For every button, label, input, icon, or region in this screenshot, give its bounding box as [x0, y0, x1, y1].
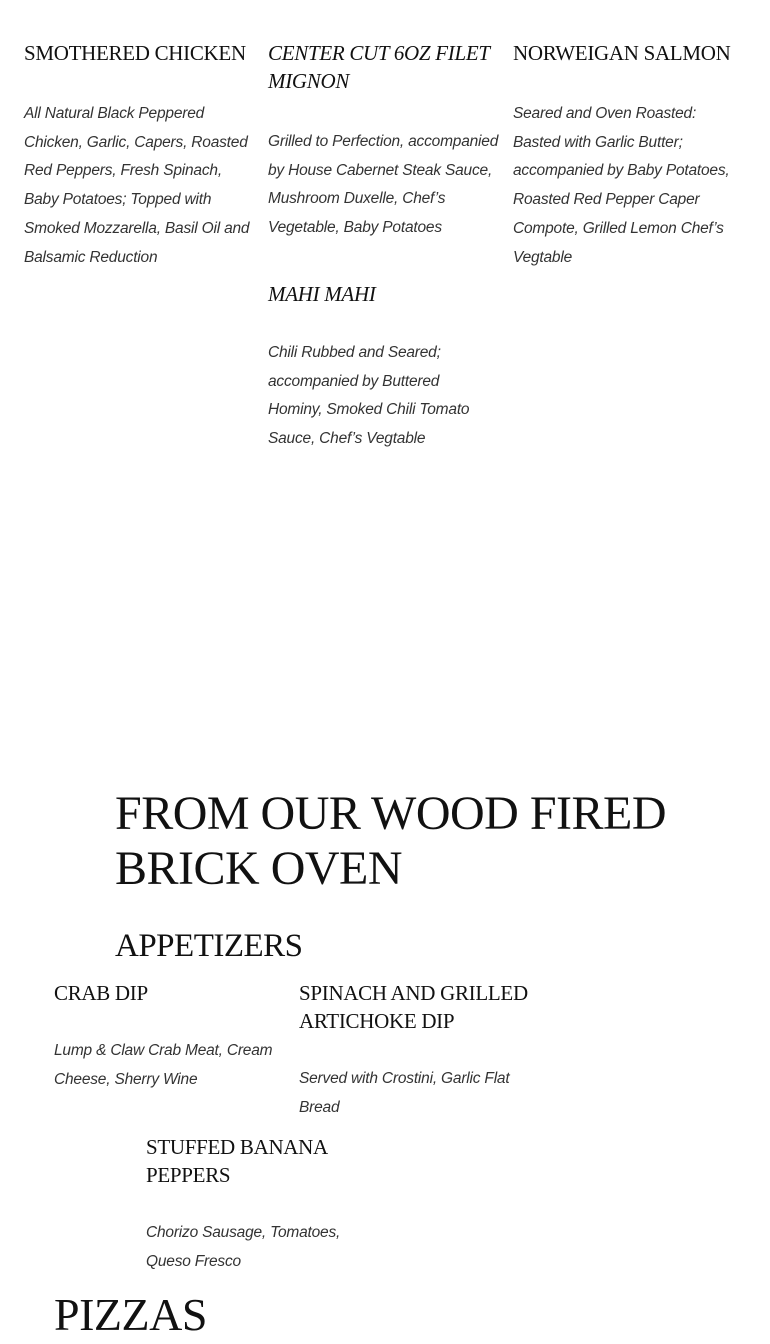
section-heading-wood-fired-oven: FROM OUR WOOD FIRED BRICK OVEN	[115, 787, 667, 895]
menu-item-title: MAHI MAHI	[268, 282, 376, 306]
menu-item-description: Chorizo Sausage, Tomatoes, Queso Fresco	[146, 1224, 341, 1270]
menu-item-title: CRAB DIP	[54, 981, 148, 1005]
menu-item-description: Seared and Oven Roasted: Basted with Garlic Butter; accompanied by Baby Potatoes, Roasted Red Pepper Caper Compote, Grilled Lemon Chef’s Vegtable	[513, 105, 730, 266]
menu-item-description: Chili Rubbed and Seared; accompanied by Buttered Hominy, Smoked Chili Tomato Sauce, Chef’s Vegtable	[268, 344, 470, 448]
menu-item-title: CENTER CUT 6OZ FILET MIGNON	[268, 41, 490, 93]
menu-item-filet-mignon	[268, 39, 504, 243]
menu-item-title: STUFFED BANANA PEPPERS	[146, 1135, 327, 1187]
menu-item-stuffed-banana-peppers	[146, 1133, 356, 1276]
menu-item-description: All Natural Black Peppered Chicken, Garlic, Capers, Roasted Red Peppers, Fresh Spinach, Baby Potatoes; Topped with Smoked Mozzarella, Basil Oil and Balsamic Reduction	[24, 105, 250, 266]
section-heading-appetizers: APPETIZERS	[115, 928, 303, 964]
menu-item-title: NORWEIGAN SALMON	[513, 41, 731, 65]
menu-item-description: Lump & Claw Crab Meat, Cream Cheese, Sherry Wine	[54, 1042, 273, 1088]
menu-item-mahi-mahi	[268, 280, 488, 454]
menu-item-description: Served with Crostini, Garlic Flat Bread	[299, 1070, 510, 1116]
section-heading-pizzas: PIZZAS	[54, 1289, 207, 1340]
menu-item-description: Grilled to Perfection, accompanied by House Cabernet Steak Sauce, Mushroom Duxelle, Chef’s Vegetable, Baby Potatoes	[268, 133, 499, 237]
menu-item-title: SPINACH AND GRILLED ARTICHOKE DIP	[299, 981, 528, 1033]
menu-item-title: SMOTHERED CHICKEN	[24, 41, 246, 65]
menu-item-norweigan-salmon	[513, 39, 745, 272]
menu-item-crab-dip	[54, 979, 290, 1094]
menu-item-smothered-chicken	[24, 39, 260, 272]
menu-item-spinach-artichoke-dip	[299, 979, 539, 1122]
